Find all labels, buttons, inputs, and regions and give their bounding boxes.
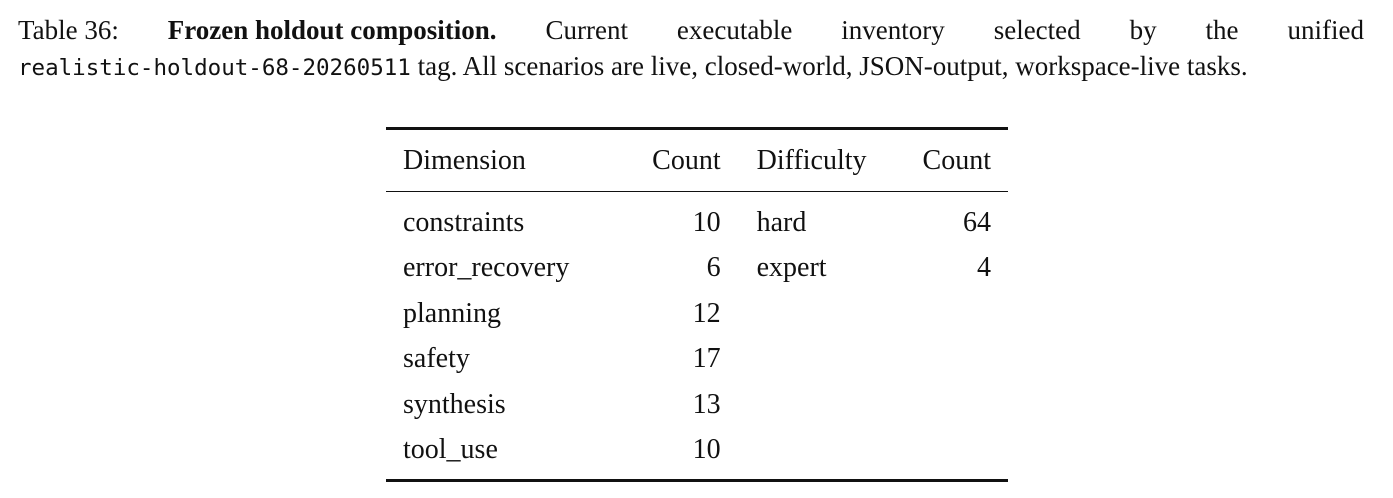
cell-dimension: constraints	[403, 206, 525, 238]
caption-word: the	[1205, 15, 1239, 45]
cell-difficulty	[737, 382, 894, 428]
cell-dimension: planning	[403, 297, 501, 329]
cell-difficulty	[737, 428, 894, 481]
cell-count	[894, 291, 1008, 337]
cell-count: 13	[692, 388, 721, 420]
cell-difficulty: expert	[756, 252, 827, 284]
header-dimension: Dimension	[403, 144, 526, 176]
cell-count	[894, 382, 1008, 428]
cell-dimension: safety	[403, 343, 470, 375]
cell-count	[894, 337, 1008, 383]
caption-text: tag. All scenarios are live, closed-world, JSON-output, workspace-live tasks.	[410, 51, 1248, 81]
cell-count: 4	[977, 252, 991, 284]
table-row	[386, 337, 1008, 383]
cell-dimension: tool_use	[403, 434, 498, 466]
caption-word: selected	[993, 15, 1081, 45]
caption-word: executable	[676, 15, 793, 45]
table-row	[386, 192, 1008, 246]
table-header-row	[386, 129, 1008, 192]
cell-difficulty	[737, 337, 894, 383]
cell-dimension: error_recovery	[403, 252, 570, 284]
holdout-table-container	[386, 127, 1008, 482]
caption-word: unified	[1287, 15, 1364, 45]
table-row	[386, 428, 1008, 481]
cell-dimension: synthesis	[403, 388, 506, 420]
table-row	[386, 246, 1008, 292]
cell-count	[894, 428, 1008, 481]
cell-count: 10	[692, 434, 721, 466]
header-count: Count	[652, 144, 721, 176]
table-row	[386, 382, 1008, 428]
caption-word: by	[1129, 15, 1157, 45]
caption-line-1	[18, 12, 1364, 48]
caption-label: Table 36:	[18, 15, 119, 45]
cell-difficulty: hard	[756, 206, 807, 238]
caption-title: Frozen holdout composition.	[167, 15, 497, 45]
table-caption	[18, 12, 1364, 86]
table-row	[386, 291, 1008, 337]
caption-word: Current	[545, 15, 628, 45]
caption-word: inventory	[841, 15, 945, 45]
cell-count: 12	[692, 297, 721, 329]
header-difficulty: Difficulty	[756, 144, 867, 176]
header-count: Count	[922, 144, 991, 176]
caption-line-2	[18, 48, 1364, 86]
cell-count: 17	[692, 343, 721, 375]
caption-tag: realistic-holdout-68-20260511	[18, 55, 411, 81]
cell-difficulty	[737, 291, 894, 337]
cell-count: 10	[692, 206, 721, 238]
cell-count: 6	[706, 252, 721, 284]
cell-count: 64	[963, 206, 991, 238]
holdout-composition-table	[386, 127, 1008, 482]
